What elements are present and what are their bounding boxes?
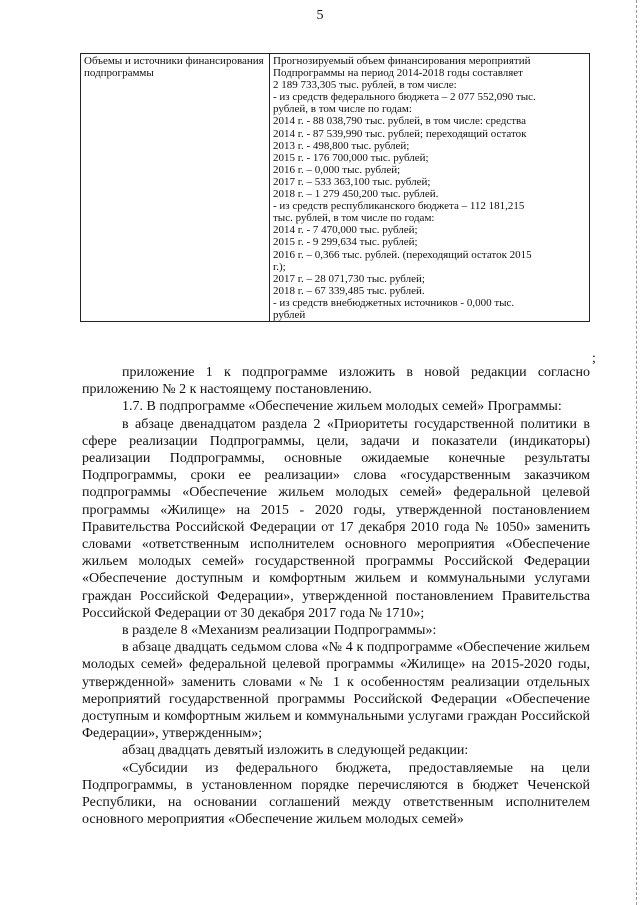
financing-line: 2014 г. - 87 539,990 тыс. рублей; переходящий остаток	[273, 127, 527, 140]
page-number: 5	[316, 8, 324, 23]
financing-line: 2 189 733,305 тыс. рублей, в том числе:	[273, 79, 457, 92]
financing-line: 2016 г. – 0,000 тыс. рублей;	[273, 163, 401, 176]
financing-line: 2017 г. – 533 363,100 тыс. рублей;	[273, 175, 431, 188]
paragraph: в разделе 8 «Механизм реализации Подпрограммы»:	[122, 623, 437, 639]
financing-line: 2015 г. - 9 299,634 тыс. рублей;	[273, 236, 418, 249]
paragraph: в абзаце двадцать седьмом слова «№ 4 к подпрограмме «Обеспечение жильем молодых семей» федеральной целевой программы «Жилище» на 2015-2020 годы, утвержденной» заменить словами «№ 1 к особенностям реализации отдельных мероприятий государственной программы Российской Федерации «Обеспечение доступным и комфортным жильем и коммунальными услугами граждан Российской Федерации», утвержденным»;	[82, 640, 590, 742]
financing-line: 2014 г. - 7 470,000 тыс. рублей;	[273, 224, 418, 237]
financing-line: тыс. рублей, в том числе по годам:	[273, 212, 435, 225]
scan-edge-line	[635, 0, 637, 905]
financing-line: 2014 г. - 88 038,790 тыс. рублей, в том числе: средства	[273, 115, 526, 128]
paragraph: «Субсидии из федерального бюджета, предоставляемые на цели Подпрограммы, в установленном порядке перечисляются в бюджет Чеченской Республики, на основании соглашений между ответственным исполнителем основного мероприятия «Обеспечение жильем молодых семей»	[82, 760, 590, 828]
financing-line: - из средств внебюджетных источников - 0,000 тыс.	[273, 296, 515, 309]
financing-line: 2017 г. – 28 071,730 тыс. рублей;	[273, 272, 425, 285]
financing-line: рублей	[273, 308, 306, 321]
financing-line: 2018 г. – 1 279 450,200 тыс. рублей.	[273, 188, 439, 201]
body-text	[82, 364, 590, 828]
paragraph: приложение 1 к подпрограмме изложить в новой редакции согласно приложению № 2 к настоящему постановлению.	[82, 365, 590, 398]
financing-table-row	[81, 54, 590, 322]
financing-line: г.);	[273, 260, 286, 273]
financing-line: 2015 г. - 176 700,000 тыс. рублей;	[273, 151, 429, 164]
financing-table	[80, 53, 590, 322]
paragraph: в абзаце двенадцатом раздела 2 «Приоритеты государственной политики в сфере реализации Подпрограммы, цели, задачи и показатели (индикаторы) реализации Подпрограммы, основные ожидаемые конечные результаты Подпрограммы, сроки ее реализации» слова «государственным заказчиком подпрограммы «Обеспечение жильем молодых семей» федеральной целевой программы «Жилище» на 2015 - 2020 годы, утвержденной постановлением Правительства Российской Федерации от 17 декабря 2010 года № 1050» заменить словами «ответственным исполнителем основного мероприятия «Обеспечение жильем молодых семей» государственной программы Российской Федерации «Обеспечение доступным и комфортным жильем и коммунальными услугами граждан Российской Федерации», утвержденной постановлением Правительства Российской Федерации от 30 декабря 2017 года № 1710»;	[82, 416, 590, 621]
financing-line: Прогнозируемый объем финансирования мероприятий	[273, 55, 531, 67]
financing-label-cell: Объемы и источники финансирования подпрограммы	[81, 54, 270, 322]
financing-line: - из средств республиканского бюджета – 112 181,215	[273, 200, 525, 213]
paragraph: абзац двадцать девятый изложить в следующей редакции:	[122, 743, 469, 759]
financing-line: 2013 г. - 498,800 тыс. рублей;	[273, 139, 410, 152]
financing-line: - из средств федерального бюджета – 2 077 552,090 тыс.	[273, 91, 536, 104]
section-heading: 1.7. В подпрограмме «Обеспечение жильем молодых семей» Программы:	[122, 399, 562, 415]
financing-values-cell	[270, 54, 590, 322]
financing-line: 2016 г. – 0,366 тыс. рублей. (переходящий остаток 2015	[273, 248, 532, 261]
financing-line: Подпрограммы на период 2014-2018 годы составляет	[273, 67, 523, 80]
table-closing-semicolon: ;	[592, 351, 596, 366]
financing-line: 2018 г. – 67 339,485 тыс. рублей.	[273, 284, 425, 297]
financing-line: рублей, в том числе по годам:	[273, 103, 412, 116]
